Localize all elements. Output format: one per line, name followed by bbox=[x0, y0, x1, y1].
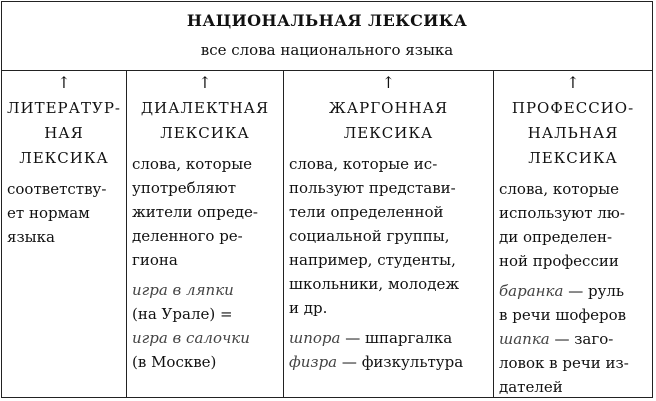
up-arrow-icon: ↑ bbox=[566, 73, 580, 92]
column-example: игра в ляпки (на Урале) = игра в салочки (в Москве) bbox=[132, 281, 250, 371]
up-arrow-icon: ↑ bbox=[381, 73, 396, 92]
column-jargon bbox=[283, 70, 493, 397]
up-arrow-icon: ↑ bbox=[57, 73, 71, 92]
column-literary bbox=[2, 70, 126, 397]
column-heading: ЛИТЕРАТУР- НАЯ ЛЕКСИКА bbox=[6, 99, 121, 167]
column-heading: ПРОФЕССИО- НАЛЬНАЯ ЛЕКСИКА bbox=[511, 99, 635, 167]
column-description: слова, которые употребляют жители опреде- деленного ре- гиона игра в ляпки (на Урале) = игра в салочки (в Москве) bbox=[127, 152, 283, 374]
table-header bbox=[2, 2, 652, 71]
column-heading: ЖАРГОННАЯ ЛЕКСИКА bbox=[328, 99, 449, 142]
column-example: баранка — руль в речи шоферов шапка — заго- ловок в речи из- дателей bbox=[499, 282, 629, 396]
national-lexicon-table bbox=[1, 1, 653, 398]
up-arrow-icon: ↑ bbox=[198, 73, 212, 92]
column-description: слова, которые используют лю- ди определен- ной профессии баранка — руль в речи шоферов шапка — заго- ловок в речи из- дателей bbox=[494, 177, 652, 399]
column-heading: ДИАЛЕКТНАЯ ЛЕКСИКА bbox=[140, 99, 270, 142]
table-subtitle: все слова национального языка bbox=[200, 41, 454, 59]
table-title: НАЦИОНАЛЬНАЯ ЛЕКСИКА bbox=[186, 11, 468, 30]
column-example: шпора — шпаргалка физра — физкультура bbox=[289, 329, 464, 371]
column-description: слова, которые ис- пользуют представи- тели определенной социальной группы, например, студенты, школьники, молодеж и др. шпора — шпаргалка физра — физкультура bbox=[284, 152, 493, 374]
column-description: соответству- ет нормам языка bbox=[7, 180, 107, 246]
column-dialect bbox=[126, 70, 283, 397]
column-professional bbox=[493, 70, 652, 397]
